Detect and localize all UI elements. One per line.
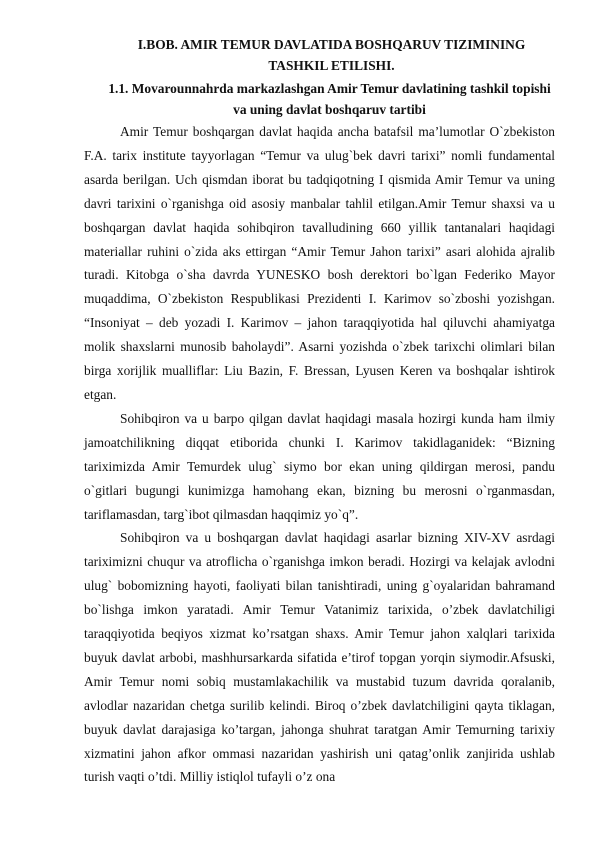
document-page (84, 34, 555, 789)
body-paragraph: Amir Temur boshqargan davlat haqida ancha batafsil ma’lumotlar O`zbekiston F.A. tarix institute tayyorlagan “Temur va ulug`bek davri tarixi” nomli fundamental asarda berilgan. Uch qismdan iborat bu tadqiqotning I qismida Amir Temur va uning davri tarixini o`rganishga oid asosiy manbalar tahlil etilgan.Amir Temur shaxsi va u boshqargan davlat haqida sohibqiron tavalludining 660 yillik tantanalari haqidagi materiallar ruhini o`zida aks ettirgan “Amir Temur Jahon tarixi” asari alohida ajralib turadi. Kitobga o`sha davrda YUNESKO bosh derektori bo`lgan Federiko Mayor muqaddima, O`zbekiston Respublikasi Prezidenti I. Karimov so`zboshi yozishgan. “Insoniyat – deb yozadi I. Karimov – jahon taraqqiyotida hal qiluvchi ahamiyatga molik shaxslarni munosib baholaydi”. Asarni yozishda o`zbek tarixchi olimlari bilan birga xorijlik mualliflar: Liu Bazin, F. Bressan, Lyusen Keren va boshqalar ishtirok etgan. (84, 124, 555, 402)
chapter-heading: I.BOB. AMIR TEMUR DAVLATIDA BOSHQARUV TIZIMINING TASHKIL ETILISHI. (137, 37, 526, 73)
body-paragraph: Sohibqiron va u boshqargan davlat haqidagi asarlar bizning XIV-XV asrdagi tariximizni chuqur va atroflicha o`rganishga imkon beradi. Hozirgi va kelajak avlodni ulug` bobomizning hayoti, faoliyati bilan tanishtiradi, uning g`oyalaridan bahramand bo`lishga imkon yaratadi. Amir Temur Vatanimiz tarixida, o’zbek davlatchiligi taraqqiyotida beqiyos xizmat ko’rsatgan shaxs. Amir Temur jahon xalqlari tarixida buyuk davlat arbobi, mashhursarkarda sifatida e’tirof topgan yorqin siymodir.Afsuski, Amir Temur nomi sobiq mustamlakachilik va mustabid tuzum davrida qoralanib, avlodlar nazaridan chetga surilib kelindi. Biroq o’zbek davlatchiligini qayta tiklagan, buyuk davlat darajasiga ko’targan, jahonga shuhrat taratgan Amir Temurning tarixiy xizmatini jahon afkor ommasi nazaridan yashirish uni qatag’onlik zanjirida ushlab turish vaqti o’tdi. Milliy istiqlol tufayli o’z ona (84, 530, 555, 785)
section-heading: 1.1. Movarounnahrda markazlashgan Amir Temur davlatining tashkil topishi va uning davlat boshqaruv tartibi (108, 81, 551, 117)
body-paragraph: Sohibqiron va u barpo qilgan davlat haqidagi masala hozirgi kunda ham ilmiy jamoatchilikning diqqat etiborida chunki I. Karimov takidlaganidek: “Bizning tariximizda Amir Temurdek ulug` siymo bor ekan uning qildirgan merosi, pandu o`gitlari bugungi kunimizga hamohang ekan, bizning bu merosni o`rganmasdan, tariflamasdan, targ`ibot qilmasdan haqqimiz yo`q”. (84, 410, 555, 522)
